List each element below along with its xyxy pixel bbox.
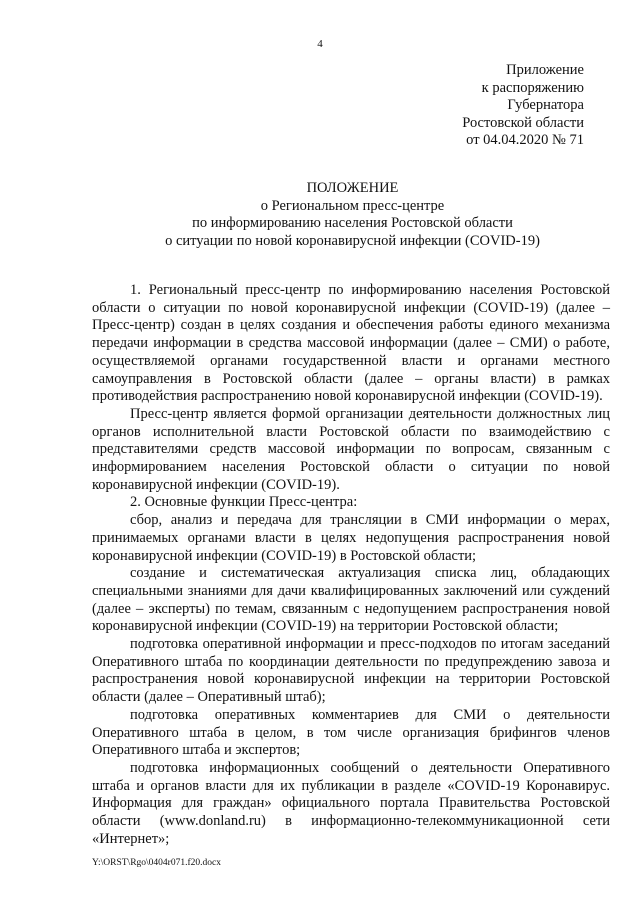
paragraph: 1. Региональный пресс-центр по информированию населения Ростовской области о ситуации по новой коронавирусной инфекции (COVID-19) (далее – Пресс-центр) создан в целях создания и обеспечения работы единого механизма передачи информации в средства массовой информации (далее – СМИ) о работе, осуществляемой органами государственной власти и органами местного самоуправления в Ростовской области (далее – органы власти) в рамках противодействия распространению новой коронавирусной инфекции (COVID-19). [92, 282, 610, 405]
paragraph: подготовка оперативных комментариев для СМИ о деятельности Оперативного штаба в целом, в том числе организация брифингов членов Оперативного штаба и экспертов; [92, 706, 610, 759]
title-heading: ПОЛОЖЕНИЕ [306, 180, 399, 196]
paragraph: подготовка информационных сообщений о деятельности Оперативного штаба и органов власти для их публикации в разделе «COVID-19 Коронавирус. Информация для граждан» официального портала Правительства Ростовской области (www.donland.ru) в информационно-телекоммуникационной сети «Интернет»; [92, 759, 610, 847]
annex-line: Губернатора [507, 97, 584, 113]
paragraph: сбор, анализ и передача для трансляции в СМИ информации о мерах, принимаемых органами власти в целях недопущения распространения новой коронавирусной инфекции (COVID-19) в Ростовской области; [92, 512, 610, 564]
document-body [92, 282, 610, 849]
annex-line: к распоряжению [481, 79, 584, 96]
annex-block [384, 62, 584, 150]
annex-line: от 04.04.2020 № 71 [466, 132, 584, 148]
file-path-footer: Y:\ORST\Rgo\0404r071.f20.docx [92, 858, 221, 868]
paragraph: создание и систематическая актуализация списка лиц, обладающих специальными знаниями для дачи квалифицированных заключений или суждений (далее – эксперты) по темам, связанным с недопущением распространения новой коронавирусной инфекции (COVID-19) на территории Ростовской области; [92, 565, 610, 635]
paragraph: подготовка оперативной информации и пресс-подходов по итогам заседаний Оперативного штаба по координации деятельности по предупреждению завоза и распространения новой коронавирусной инфекции на территории Ростовской области (далее – Оперативный штаб); [92, 636, 610, 706]
annex-line: Ростовской области [462, 114, 584, 131]
title-line: о Региональном пресс-центре [260, 197, 445, 214]
page-number: 4 [317, 38, 323, 50]
document-title [80, 180, 625, 250]
paragraph: 2. Основные функции Пресс-центра: [130, 494, 358, 511]
annex-line: Приложение [506, 62, 584, 78]
title-line: о ситуации по новой коронавирусной инфекции (COVID-19) [165, 232, 540, 249]
paragraph: Пресс-центр является формой организации деятельности должностных лиц органов исполнительной власти Ростовской области по взаимодействию с представителями средств массовой информации по вопросам, связанным с информированием населения Ростовской области о ситуации по новой коронавирусной инфекции (COVID-19). [92, 405, 610, 493]
title-line: по информированию населения Ростовской области [192, 215, 513, 231]
